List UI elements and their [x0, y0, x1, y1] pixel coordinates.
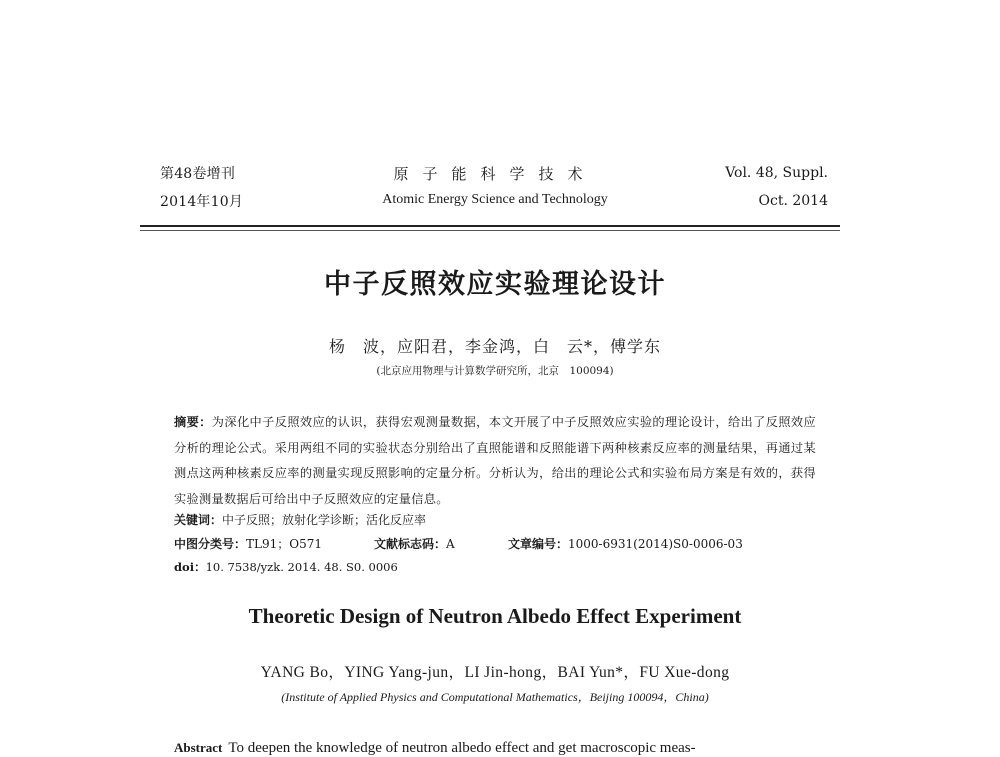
abstract-cn-text: 为深化中子反照效应的认识，获得宏观测量数据，本文开展了中子反照效应实验的理论设计，给出了反照效应分析的理论公式。采用两组不同的实验状态分别给出了直照能谱和反照能谱下两种核素反应率的测量结果，再通过某测点这两种核素反应率的测量实现反照影响的定量分析。分析认为，给出的理论公式和实验布局方案是有效的，获得实验测量数据后可给出中子反照效应的定量信息。 [174, 415, 816, 506]
authors-cn: 杨 波，应阳君，李金鸿，白 云*，傅学东 [328, 337, 661, 356]
date-cn: 2014年10月 [160, 194, 244, 210]
authors-en: YANG Bo，YING Yang-jun，LI Jin-hong，BAI Yun*，FU Xue-dong [260, 664, 730, 681]
doi-label: doi： [174, 560, 206, 574]
keywords-text: 中子反照；放射化学诊断；活化反应率 [222, 513, 427, 527]
volume-cn: 第48卷增刊 [160, 166, 236, 182]
abstract-en-label: Abstract [174, 740, 223, 755]
volume-en: Vol. 48, Suppl. [725, 165, 828, 181]
affiliation-cn: (北京应用物理与计算数学研究所，北京 100094) [376, 365, 614, 377]
article-title-en: Theoretic Design of Neutron Albedo Effect Experiment [248, 604, 742, 628]
journal-title-cn: 原子能科学技术 [393, 165, 597, 183]
header-rule-thick [140, 225, 840, 227]
abstract-cn-label: 摘要： [174, 415, 212, 429]
affiliation-en: (Institute of Applied Physics and Computational Mathematics，Beijing 100094，China) [281, 690, 709, 704]
date-en: Oct. 2014 [758, 193, 828, 209]
keywords-label: 关键词： [174, 513, 223, 527]
article-id-label: 文章编号： [508, 537, 569, 551]
doc-code-label: 文献标志码： [374, 537, 447, 551]
document-code [374, 535, 455, 552]
clc-value: TL91；O571 [246, 537, 323, 551]
journal-title-en: Atomic Energy Science and Technology [382, 192, 608, 207]
abstract-en [174, 740, 696, 757]
abstract-cn [174, 410, 816, 512]
article-id [508, 535, 743, 552]
doi-value: 10. 7538/yzk. 2014. 48. S0. 0006 [205, 560, 398, 574]
doc-code-value: A [446, 537, 455, 551]
article-title-cn: 中子反照效应实验理论设计 [324, 269, 666, 300]
clc-label: 中图分类号： [174, 537, 247, 551]
clc-number [174, 535, 322, 552]
abstract-en-text: To deepen the knowledge of neutron albedo effect and get macroscopic meas- [228, 740, 696, 756]
article-id-value: 1000-6931(2014)S0-0006-03 [568, 537, 743, 551]
doi [174, 559, 398, 575]
header-rule-thin [140, 230, 840, 231]
keywords [174, 511, 426, 528]
